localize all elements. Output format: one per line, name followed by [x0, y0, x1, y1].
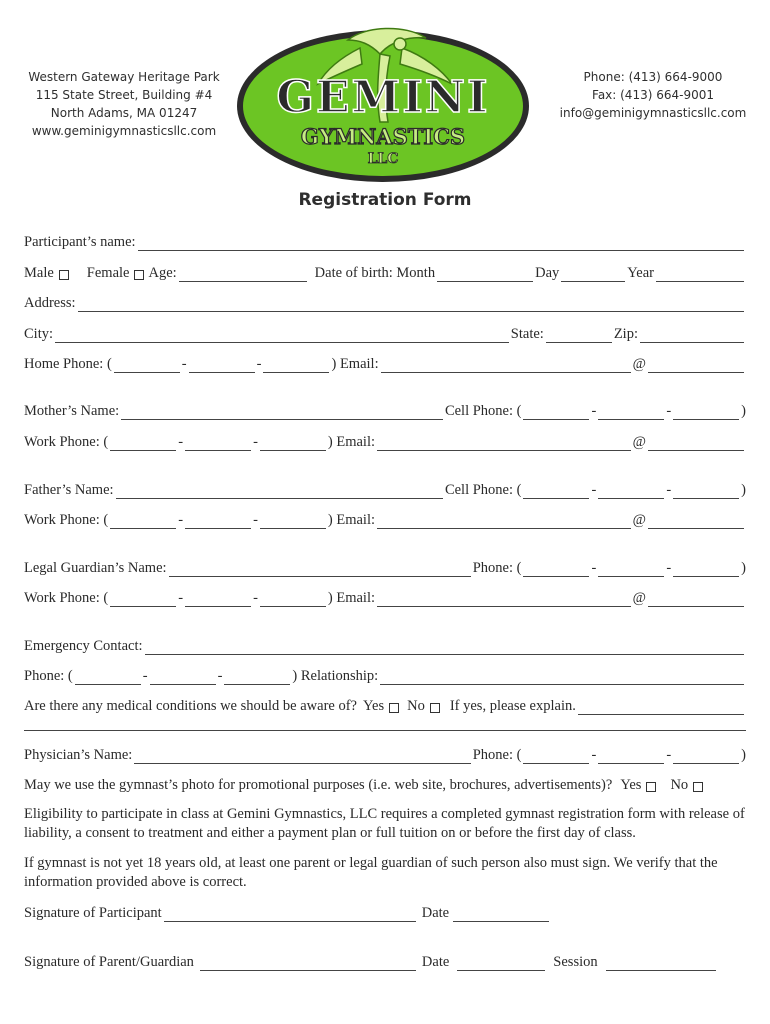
mother-cell-label: Cell Phone: ( — [444, 403, 522, 419]
session-label: Session — [553, 954, 598, 970]
mother-name-field[interactable] — [121, 404, 443, 420]
home-email-user-field[interactable] — [381, 357, 631, 373]
parent-signature-field[interactable] — [200, 955, 416, 971]
mother-work-area-field[interactable] — [110, 435, 176, 451]
city-label: City: — [24, 326, 54, 342]
age-field[interactable] — [179, 266, 307, 282]
guardian-work-area-field[interactable] — [110, 591, 176, 607]
address-line: Western Gateway Heritage Park — [28, 70, 220, 84]
photo-no-checkbox[interactable] — [693, 782, 703, 792]
mother-email-domain-field[interactable] — [648, 435, 744, 451]
guardian-phone-prefix-field[interactable] — [598, 561, 664, 577]
emergency-phone-line-field[interactable] — [224, 669, 290, 685]
explain-label: If yes, please explain. — [449, 698, 576, 714]
female-checkbox[interactable] — [134, 270, 144, 280]
guardian-row: Legal Guardian’s Name: Phone: ( - - ) — [24, 560, 746, 576]
dob-month-field[interactable] — [437, 266, 533, 282]
address-block — [24, 68, 224, 140]
contact-block — [555, 68, 751, 122]
mother-row: Mother’s Name: Cell Phone: ( - - ) — [24, 403, 746, 419]
explain-continuation-field[interactable] — [24, 729, 746, 731]
email-link[interactable]: info@geminigymnasticsllc.com — [559, 106, 747, 120]
guardian-work-phone-label: Work Phone: ( — [24, 590, 109, 606]
emergency-phone-area-field[interactable] — [75, 669, 141, 685]
mother-email-user-field[interactable] — [377, 435, 631, 451]
participant-date-field[interactable] — [453, 906, 549, 922]
guardian-work-row: Work Phone: ( - - ) Email: @ — [24, 589, 746, 607]
emergency-phone-label: Phone: ( — [24, 668, 73, 684]
participant-signature-label: Signature of Participant — [24, 905, 162, 921]
home-phone-area-field[interactable] — [114, 357, 180, 373]
physician-phone-line-field[interactable] — [673, 748, 739, 764]
state-field[interactable] — [546, 327, 612, 343]
parent-signature-row — [24, 953, 746, 971]
father-work-row: Work Phone: ( - - ) Email: @ — [24, 511, 746, 529]
relationship-field[interactable] — [380, 669, 744, 685]
at-sign: @ — [632, 512, 646, 528]
medical-no-label: No — [407, 698, 425, 714]
minor-consent-paragraph: If gymnast is not yet 18 years old, at least one parent or legal guardian of such person also must sign. We verify that the information provided above is correct. — [24, 855, 718, 890]
emergency-row — [24, 637, 746, 655]
city-row — [24, 325, 746, 343]
emergency-phone-prefix-field[interactable] — [150, 669, 216, 685]
email-label: ) Email: — [331, 356, 379, 372]
form-title: Registration Form — [298, 190, 472, 210]
at-sign: @ — [632, 434, 646, 450]
physician-name-label: Physician’s Name: — [24, 747, 133, 763]
photo-question: May we use the gymnast’s photo for promotional purposes (i.e. web site, brochures, advertisements)? — [24, 777, 613, 793]
address-field[interactable] — [78, 296, 744, 312]
father-work-area-field[interactable] — [110, 513, 176, 529]
medical-question: Are there any medical conditions we should be aware of? — [24, 698, 357, 714]
female-label: Female — [86, 265, 130, 281]
photo-yes-checkbox[interactable] — [646, 782, 656, 792]
physician-name-field[interactable] — [134, 748, 470, 764]
home-email-domain-field[interactable] — [648, 357, 744, 373]
medical-yes-label: Yes — [362, 698, 385, 714]
gender-age-dob-row — [24, 264, 746, 282]
age-label: Age: — [148, 265, 177, 281]
mother-work-row: Work Phone: ( - - ) Email: @ — [24, 433, 746, 451]
website-link[interactable]: www.geminigymnasticsllc.com — [31, 124, 217, 138]
participant-name-field[interactable] — [138, 235, 744, 251]
participant-label: Participant’s name: — [24, 234, 136, 250]
medical-row — [24, 697, 746, 715]
logo-subtitle: GYMNASTICS — [300, 124, 466, 149]
address-line: 115 State Street, Building #4 — [35, 88, 213, 102]
mother-work-phone-label: Work Phone: ( — [24, 434, 109, 450]
email-label: ) Email: — [327, 512, 376, 528]
father-row: Father’s Name: Cell Phone: ( - - ) — [24, 482, 746, 498]
guardian-work-prefix-field[interactable] — [185, 591, 251, 607]
zip-label: Zip: — [613, 326, 638, 342]
dob-day-field[interactable] — [561, 266, 625, 282]
dob-month-label: Date of birth: Month — [314, 265, 436, 281]
participant-signature-row — [24, 904, 746, 922]
mother-name-label: Mother’s Name: — [24, 403, 120, 419]
male-checkbox[interactable] — [59, 270, 69, 280]
zip-field[interactable] — [640, 327, 744, 343]
emergency-contact-label: Emergency Contact: — [24, 638, 143, 654]
photo-yes-label: Yes — [620, 777, 642, 793]
mother-work-prefix-field[interactable] — [185, 435, 251, 451]
father-work-phone-label: Work Phone: ( — [24, 512, 109, 528]
father-name-label: Father’s Name: — [24, 482, 114, 498]
mother-work-line-field[interactable] — [260, 435, 326, 451]
father-cell-prefix-field[interactable] — [598, 483, 664, 499]
guardian-name-label: Legal Guardian’s Name: — [24, 560, 167, 576]
parent-signature-label: Signature of Parent/Guardian — [24, 954, 194, 970]
address-row — [24, 294, 746, 312]
dob-year-label: Year — [627, 265, 654, 281]
logo-llc: LLC — [367, 151, 399, 167]
emergency-contact-field[interactable] — [145, 639, 744, 655]
guardian-email-domain-field[interactable] — [648, 591, 744, 607]
at-sign: @ — [632, 590, 646, 606]
father-work-prefix-field[interactable] — [185, 513, 251, 529]
medical-no-checkbox[interactable] — [430, 703, 440, 713]
father-work-line-field[interactable] — [260, 513, 326, 529]
home-phone-label: Home Phone: ( — [24, 356, 112, 372]
mother-cell-prefix-field[interactable] — [598, 404, 664, 420]
dob-day-label: Day — [535, 265, 560, 281]
guardian-phone-line-field[interactable] — [673, 561, 739, 577]
mother-cell-line-field[interactable] — [673, 404, 739, 420]
father-cell-line-field[interactable] — [673, 483, 739, 499]
male-label: Male — [24, 265, 54, 281]
parent-date-label: Date — [421, 954, 450, 970]
physician-phone-area-field[interactable] — [523, 748, 589, 764]
father-email-domain-field[interactable] — [648, 513, 744, 529]
parent-date-field[interactable] — [457, 955, 545, 971]
state-label: State: — [510, 326, 544, 342]
father-cell-label: Cell Phone: ( — [444, 482, 522, 498]
father-cell-area-field[interactable] — [523, 483, 589, 499]
home-phone-line-field[interactable] — [263, 357, 329, 373]
session-field[interactable] — [606, 955, 716, 971]
eligibility-paragraph: Eligibility to participate in class at Gemini Gymnastics, LLC requires a completed gymnast registration form with release of liability, a consent to treatment and either a payment plan or full tuition on or before the first day of class. — [24, 806, 745, 841]
address-line: North Adams, MA 01247 — [50, 106, 198, 120]
physician-phone-prefix-field[interactable] — [598, 748, 664, 764]
emergency-phone-row: Phone: ( - - ) Relationship: — [24, 667, 746, 685]
phone-number: Phone: (413) 664-9000 — [583, 70, 723, 84]
father-email-user-field[interactable] — [377, 513, 631, 529]
photo-consent-row — [24, 776, 746, 794]
guardian-work-line-field[interactable] — [260, 591, 326, 607]
email-label: ) Email: — [327, 434, 376, 450]
physician-phone-label: Phone: ( — [472, 747, 522, 763]
email-label: ) Email: — [327, 590, 376, 606]
explain-field[interactable] — [578, 699, 744, 715]
address-label: Address: — [24, 295, 76, 311]
medical-yes-checkbox[interactable] — [389, 703, 399, 713]
dob-year-field[interactable] — [656, 266, 744, 282]
participant-row — [24, 233, 746, 251]
fax-number: Fax: (413) 664-9001 — [592, 88, 714, 102]
guardian-email-user-field[interactable] — [377, 591, 631, 607]
mother-cell-area-field[interactable] — [523, 404, 589, 420]
participant-signature-field[interactable] — [164, 906, 416, 922]
guardian-name-field[interactable] — [169, 561, 471, 577]
participant-date-label: Date — [421, 905, 450, 921]
relationship-label: ) Relationship: — [292, 668, 379, 684]
home-phone-prefix-field[interactable] — [189, 357, 255, 373]
photo-no-label: No — [670, 777, 689, 793]
physician-row: Physician’s Name: Phone: ( - - ) — [24, 747, 746, 763]
guardian-phone-area-field[interactable] — [523, 561, 589, 577]
city-field[interactable] — [55, 327, 509, 343]
gemini-logo — [230, 18, 536, 188]
logo-name: GEMINI — [276, 72, 490, 123]
home-phone-row: Home Phone: ( - - ) Email: @ — [24, 355, 746, 373]
at-sign: @ — [632, 356, 646, 372]
guardian-phone-label: Phone: ( — [472, 560, 522, 576]
father-name-field[interactable] — [116, 483, 443, 499]
